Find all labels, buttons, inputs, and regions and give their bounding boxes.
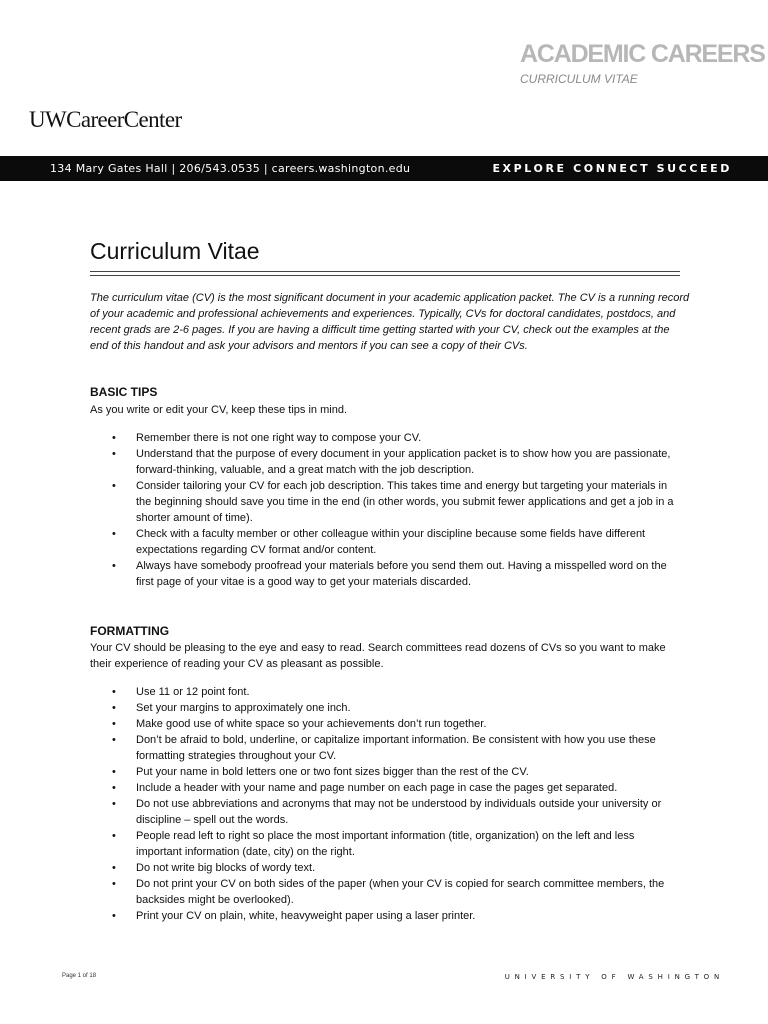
list-item-text: Consider tailoring your CV for each job description. This takes time and energy but targeting your materials in the beginning should save you time in the end (in other words, you submit fewer applications and get a job in a shorter amount of time). xyxy=(136,480,674,524)
list-item-text: People read left to right so place the most important information (title, organization) on the left and less important information (date, city) on the right. xyxy=(136,830,635,858)
list-item xyxy=(112,876,682,908)
page-title: Curriculum Vitae xyxy=(90,238,260,264)
page-number: Page 1 of 18 xyxy=(62,973,97,979)
list-item-text: Put your name in bold letters one or two font sizes bigger than the rest of the CV. xyxy=(136,766,529,778)
formatting-lead: Your CV should be pleasing to the eye and easy to read. Search committees read dozens of CVs so you want to make their experience of reading your CV as pleasant as possible. xyxy=(90,642,666,670)
list-item-text: Understand that the purpose of every document in your application packet is to show how you are passionate, forward-thinking, valuable, and a great match with the job description. xyxy=(136,448,671,476)
header-title: ACADEMIC CAREERS xyxy=(520,40,765,68)
contact-info: 134 Mary Gates Hall | 206/543.0535 | careers.washington.edu xyxy=(50,162,411,175)
formatting-list xyxy=(112,684,682,924)
list-item xyxy=(112,780,682,796)
bullet-icon: • xyxy=(112,528,116,540)
list-item xyxy=(112,684,682,700)
bullet-icon: • xyxy=(112,798,116,810)
bullet-icon: • xyxy=(112,560,116,572)
bullet-icon: • xyxy=(112,862,116,874)
basic-tips-list xyxy=(112,430,682,590)
bullet-icon: • xyxy=(112,686,116,698)
bullet-icon: • xyxy=(112,718,116,730)
list-item-text: Always have somebody proofread your materials before you send them out. Having a misspelled word on the first page of your vitae is a good way to get your materials discarded. xyxy=(136,560,667,588)
list-item xyxy=(112,732,682,764)
list-item-text: Use 11 or 12 point font. xyxy=(136,686,250,698)
intro-paragraph: The curriculum vitae (CV) is the most significant document in your academic application packet. The CV is a running record of your academic and professional achievements and experiences. Typically, CVs for doctoral candidates, postdocs, and recent grads are 2-6 pages. If you are having a difficult time getting started with your CV, check out the examples at the end of this handout and ask your advisors and mentors if you can see a copy of their CVs. xyxy=(90,292,690,352)
brand-logo-text: UWCareerCenter xyxy=(29,107,182,132)
list-item xyxy=(112,478,682,526)
title-rule-top xyxy=(90,271,680,272)
list-item xyxy=(112,430,682,446)
list-item xyxy=(112,828,682,860)
tagline: EXPLORE CONNECT SUCCEED xyxy=(492,162,732,175)
document-header xyxy=(520,40,765,86)
bullet-icon: • xyxy=(112,480,116,492)
bullet-icon: • xyxy=(112,734,116,746)
list-item xyxy=(112,860,682,876)
formatting-heading: FORMATTING xyxy=(90,624,170,638)
contact-band xyxy=(0,156,768,181)
bullet-icon: • xyxy=(112,782,116,794)
title-rule-bottom xyxy=(90,275,680,276)
basic-tips-lead: As you write or edit your CV, keep these tips in mind. xyxy=(90,404,347,416)
basic-tips-heading: BASIC TIPS xyxy=(90,385,158,399)
list-item-text: Don’t be afraid to bold, underline, or capitalize important information. Be consistent with how you use these formatting strategies throughout your CV. xyxy=(136,734,656,762)
bullet-icon: • xyxy=(112,702,116,714)
list-item-text: Make good use of white space so your achievements don’t run together. xyxy=(136,718,487,730)
bullet-icon: • xyxy=(112,830,116,842)
bullet-icon: • xyxy=(112,766,116,778)
bullet-icon: • xyxy=(112,432,116,444)
bullet-icon: • xyxy=(112,448,116,460)
list-item-text: Do not write big blocks of wordy text. xyxy=(136,862,316,874)
bullet-icon: • xyxy=(112,878,116,890)
list-item xyxy=(112,716,682,732)
list-item-text: Remember there is not one right way to compose your CV. xyxy=(136,432,422,444)
list-item xyxy=(112,700,682,716)
list-item xyxy=(112,908,682,924)
list-item-text: Include a header with your name and page number on each page in case the pages get separated. xyxy=(136,782,618,794)
header-subtitle: CURRICULUM VITAE xyxy=(520,72,638,86)
list-item-text: Set your margins to approximately one inch. xyxy=(136,702,351,714)
list-item xyxy=(112,526,682,558)
footer-university: UNIVERSITY OF WASHINGTON xyxy=(504,973,724,981)
list-item xyxy=(112,446,682,478)
bullet-icon: • xyxy=(112,910,116,922)
list-item xyxy=(112,796,682,828)
list-item xyxy=(112,764,682,780)
list-item-text: Print your CV on plain, white, heavyweight paper using a laser printer. xyxy=(136,910,476,922)
list-item-text: Check with a faculty member or other colleague within your discipline because some fields have different expectations regarding CV format and/or content. xyxy=(136,528,646,556)
list-item-text: Do not print your CV on both sides of the paper (when your CV is copied for search committee members, the backsides might be overlooked). xyxy=(136,878,665,906)
list-item-text: Do not use abbreviations and acronyms that may not be understood by individuals outside your university or discipline – spell out the words. xyxy=(136,798,662,826)
list-item xyxy=(112,558,682,590)
